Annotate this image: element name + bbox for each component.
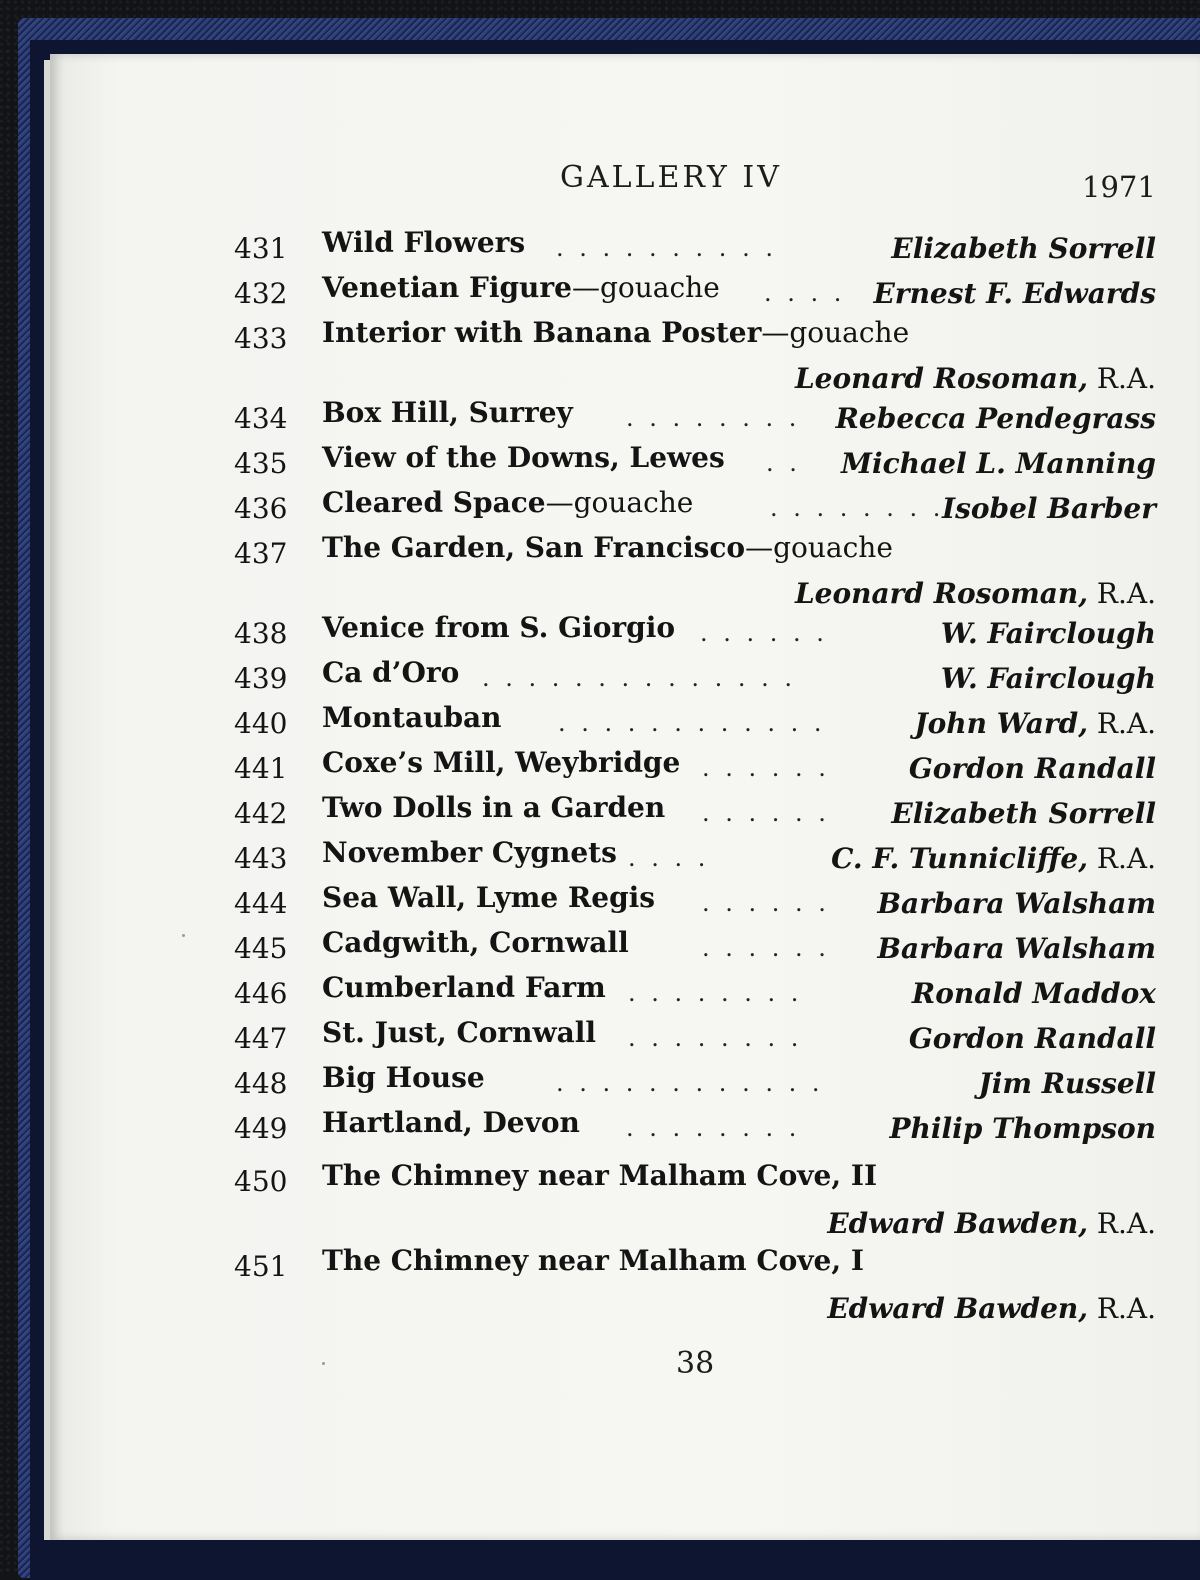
catalogue-entry [0,1159,1200,1240]
entry-artist: Jim Russell [978,1067,1156,1100]
dot-leader: . . . . . . . . . . . . [556,1069,824,1097]
artist-honour: R.A. [1087,577,1156,610]
entry-title: St. Just, Cornwall [322,1016,597,1049]
artist-honour: R.A. [1087,1207,1156,1240]
entry-artist: John Ward, R.A. [914,707,1156,740]
entry-title: The Garden, San Francisco—gouache [322,531,893,564]
entry-number: 444 [234,887,288,920]
entry-artist: W. Fairclough [940,617,1156,650]
gallery-title: GALLERY IV [560,160,782,195]
dot-leader: . . . . . . . . [626,404,801,432]
entry-artist: C. F. Tunnicliffe, R.A. [831,842,1156,875]
entry-number: 436 [234,492,288,525]
entry-artist: Elizabeth Sorrell [891,232,1156,265]
artist-honour: R.A. [1087,707,1156,740]
entry-artist: Philip Thompson [889,1112,1156,1145]
dot-leader: . . . . . . . . [628,1024,803,1052]
entry-artist: Leonard Rosoman, R.A. [794,362,1156,395]
dot-leader: . . . . . . . . . . . . . . [482,664,796,692]
entry-medium: —gouache [761,316,910,349]
entry-medium: —gouache [745,531,893,564]
entry-number: 449 [234,1112,288,1145]
entry-medium: —gouache [571,271,720,304]
entry-number: 440 [234,707,288,740]
entry-title: Wild Flowers [322,226,526,259]
dot-leader: . . . . . . . . [626,1114,801,1142]
catalogue-entry [0,656,1200,708]
entry-artist: Elizabeth Sorrell [891,797,1156,830]
entry-artist: Leonard Rosoman, R.A. [794,577,1156,610]
entry-title: November Cygnets [322,836,617,869]
entry-number: 446 [234,977,288,1010]
entry-artist: W. Fairclough [940,662,1156,695]
dot-leader: . . . . [628,844,710,872]
dot-leader: . . [766,449,801,477]
entry-artist: Barbara Walsham [877,887,1156,920]
entry-artist: Gordon Randall [908,752,1156,785]
entry-title: Hartland, Devon [322,1106,580,1139]
entry-title: Venetian Figure—gouache [322,271,720,304]
catalogue-entry [0,611,1200,663]
catalogue-entry [0,1061,1200,1113]
entry-artist: Gordon Randall [908,1022,1156,1055]
dot-leader: . . . . [764,279,846,307]
year: 1971 [1082,170,1156,204]
entry-title: Ca d’Oro [322,656,460,689]
entry-title: Montauban [322,701,502,734]
entry-title: Box Hill, Surrey [322,396,573,429]
entry-number: 443 [234,842,288,875]
dot-leader: . . . . . . [700,619,828,647]
entry-artist: Barbara Walsham [877,932,1156,965]
entry-number: 441 [234,752,288,785]
entry-number: 439 [234,662,288,695]
dot-leader: . . . . . . . . . . [556,234,777,262]
entry-number: 435 [234,447,288,480]
entry-number: 438 [234,617,288,650]
entry-title: The Chimney near Malham Cove, I [322,1244,864,1277]
entry-artist: Ernest F. Edwards [873,277,1156,310]
artist-honour: R.A. [1087,362,1156,395]
dot-leader: . . . . . . . . [628,979,803,1007]
entry-title: Cumberland Farm [322,971,606,1004]
entry-title: Big House [322,1061,485,1094]
entry-number: 442 [234,797,288,830]
entry-number: 431 [234,232,288,265]
catalogue-entry [0,531,1200,610]
artist-honour: R.A. [1087,842,1156,875]
entry-artist: Rebecca Pendegrass [835,402,1156,435]
entry-artist: Ronald Maddox [911,977,1156,1010]
entry-number: 434 [234,402,288,435]
entry-artist: Michael L. Manning [841,447,1156,480]
dot-leader: . . . . . . [702,889,830,917]
entry-number: 451 [234,1250,288,1283]
entry-artist: Isobel Barber [941,492,1156,525]
entry-title: Sea Wall, Lyme Regis [322,881,656,914]
paper-speck [182,934,185,937]
entry-number: 437 [234,537,288,570]
entry-title: Coxe’s Mill, Weybridge [322,746,681,779]
entry-artist: Edward Bawden, R.A. [827,1292,1156,1325]
entry-title: Interior with Banana Poster—gouache [322,316,910,349]
page-number: 38 [676,1346,715,1381]
dot-leader: . . . . . . [702,934,830,962]
dot-leader: . . . . . . [702,799,830,827]
entry-number: 448 [234,1067,288,1100]
entry-number: 447 [234,1022,288,1055]
dot-leader: . . . . . . [702,754,830,782]
entry-artist: Edward Bawden, R.A. [827,1207,1156,1240]
entry-number: 450 [234,1165,288,1198]
catalogue-entry [0,971,1200,1023]
entry-number: 432 [234,277,288,310]
catalogue-entry [0,1106,1200,1158]
dot-leader: . . . . . . . . . . . . [558,709,826,737]
dot-leader: . . . . . . . . [770,494,945,522]
entry-title: Venice from S. Giorgio [322,611,676,644]
catalogue-entry [0,316,1200,395]
entry-medium: —gouache [545,486,694,519]
catalogue-entry [0,1016,1200,1068]
catalogue-entry [0,1244,1200,1325]
artist-honour: R.A. [1087,1292,1156,1325]
entry-title: Cleared Space—gouache [322,486,694,519]
entry-title: The Chimney near Malham Cove, II [322,1159,878,1192]
entry-number: 433 [234,322,288,355]
entry-number: 445 [234,932,288,965]
entry-title: View of the Downs, Lewes [322,441,725,474]
paper-speck [322,1362,325,1365]
entry-title: Cadgwith, Cornwall [322,926,629,959]
entry-title: Two Dolls in a Garden [322,791,666,824]
